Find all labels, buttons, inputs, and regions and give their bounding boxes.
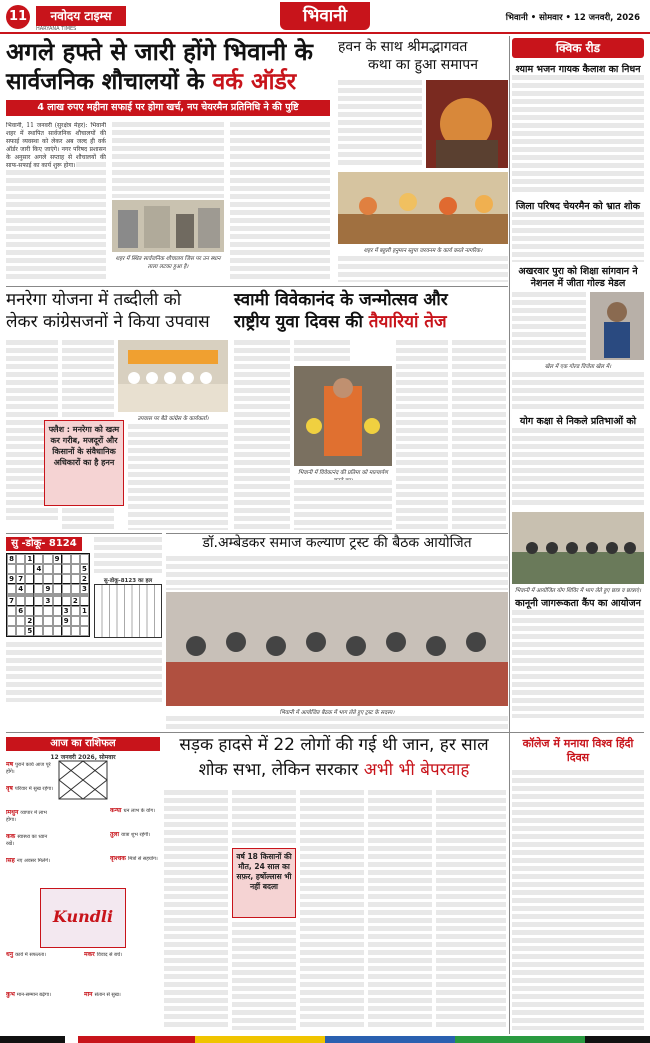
sudoku-cell: 7 — [7, 596, 16, 606]
sudoku-cell — [71, 616, 80, 626]
horoscope-sign-text: परिवार में सुख रहेगा। — [14, 786, 54, 792]
sudoku-cell: 2 — [71, 596, 80, 606]
mnrega-headline-1: मनरेगा योजना में तब्दीली को — [6, 290, 182, 310]
horoscope-sign-text: विवाद से बचें। — [96, 952, 123, 958]
sudoku-cell — [53, 616, 62, 626]
sudoku-cell: 1 — [25, 554, 34, 564]
sudoku-cell — [25, 596, 34, 606]
sudoku-cell — [34, 596, 43, 606]
ambedkar-photo-caption: भिवानी में आयोजित बैठक में भाग लेते हुए ट्रस्ट के सदस्य। — [279, 710, 395, 716]
sudoku-extra — [6, 642, 162, 702]
horoscope-sign-text: मान-सम्मान बढ़ेगा। — [16, 992, 51, 998]
kundli-ad-text: Kundli — [52, 907, 114, 926]
horoscope-sign-name: वृष — [6, 786, 15, 792]
horoscope-sign-text: संतान से सुख। — [94, 992, 121, 998]
sudoku-answer-title: सु-डोकू-8123 का हल — [103, 578, 153, 584]
sudoku-cell — [71, 606, 80, 616]
sudoku-cell: 9 — [7, 574, 16, 584]
sudoku-cell — [53, 606, 62, 616]
mnrega-body-col-4 — [128, 424, 228, 530]
sudoku-cell — [62, 584, 71, 594]
sudoku-cell — [43, 574, 52, 584]
accident-body-col-6 — [436, 790, 506, 1030]
horoscope-sign-name: सिंह — [6, 858, 17, 864]
sudoku-title: सु -डोकू- 8124 — [6, 537, 82, 551]
sudoku-cell: 2 — [80, 574, 89, 584]
sudoku-cell — [25, 564, 34, 574]
havan-photo-2 — [338, 172, 508, 244]
horoscope-sign — [6, 810, 56, 832]
quick-read-header: क्विक रीड — [512, 38, 644, 58]
horoscope-sign — [6, 992, 80, 1014]
accident-body-col-4 — [300, 790, 364, 1030]
sudoku-cell — [34, 626, 43, 636]
sudoku-cell: 7 — [16, 574, 25, 584]
lead-photo-caption: शहर में स्थित सार्वजनिक शौचालय जिस पर उन स्थान ताला लटका हुआ है। — [115, 256, 221, 270]
rule-3 — [6, 533, 162, 534]
vivekanand-body-col-1 — [234, 340, 290, 530]
sudoku-cell: 5 — [80, 564, 89, 574]
rule-4 — [6, 732, 644, 733]
sudoku-cell — [16, 616, 25, 626]
sudoku-cell — [71, 564, 80, 574]
sudoku-cell — [62, 626, 71, 636]
horoscope-sign — [6, 834, 56, 856]
sudoku-cell — [62, 564, 71, 574]
sudoku-cell — [43, 626, 52, 636]
sidebar-rule-2 — [509, 734, 510, 1034]
sidebar-item-2-title: जिला परिषद चेयरमैन को भ्रात शोक — [515, 201, 641, 212]
horoscope-sign — [84, 952, 158, 974]
horoscope-sign — [84, 992, 158, 1014]
havan-body-col-2 — [338, 256, 508, 282]
mnrega-headline-2: लेकर कांग्रेसजनों ने किया उपवास — [6, 312, 210, 332]
sidebar-item-4-title: योग कक्षा से निकले प्रतिभाओं को — [519, 416, 637, 427]
accident-body-col-3 — [232, 922, 296, 1030]
vivekanand-headline-1: स्वामी विवेकानंद के जन्मोत्सव और — [234, 290, 448, 310]
accident-body-col-5 — [368, 790, 432, 1030]
sidebar-item-1-title: श्याम भजन गायक कैलाश का निधन — [515, 64, 641, 75]
sidebar-item-6-body — [512, 770, 644, 1030]
sudoku-cell: 5 — [25, 626, 34, 636]
lead-headline-2: सार्वजनिक शौचालयों के वर्क ऑर्डर — [6, 69, 297, 95]
sidebar-rule — [509, 36, 510, 806]
horoscope-sign-name: कुंभ — [6, 992, 17, 998]
horoscope-sign-text: व्यापार में लाभ होगा। — [6, 810, 47, 823]
sudoku-answer-grid — [94, 584, 162, 638]
sudoku-cell — [7, 584, 16, 594]
havan-headline-1: हवन के साथ श्रीमद्भागवत — [338, 39, 468, 55]
sudoku-cell: 1 — [80, 606, 89, 616]
sudoku-cell: 6 — [16, 606, 25, 616]
sudoku-cell — [7, 616, 16, 626]
sidebar-item-4-caption: भिवानी में आयोजित योग शिविर में भाग लेते हुए छात्र व छात्राएं। — [515, 588, 641, 594]
horoscope-sign-text: स्वास्थ्य का ध्यान रखें। — [6, 834, 48, 847]
sudoku-cell — [53, 564, 62, 574]
vivekanand-body-col-4 — [396, 340, 448, 530]
dateline: भिवानी • सोमवार • 12 जनवरी, 2026 — [505, 13, 640, 23]
havan-body-col-1 — [338, 80, 422, 168]
horoscope-sign-name: मीन — [84, 992, 95, 998]
sudoku-cell — [53, 626, 62, 636]
ambedkar-headline: डॉ.अम्बेडकर समाज कल्याण ट्रस्ट की बैठक आयोजित — [202, 535, 472, 551]
horoscope-title: आज का राशिफल — [6, 737, 160, 751]
accident-pull-quote: वर्ष 18 किसानों की मौत, 24 साल का सफ़र, हर्षोल्लास भी नहीं बदला — [232, 848, 296, 918]
sudoku-cell — [7, 564, 16, 574]
kundli-chart — [58, 760, 108, 800]
accident-headline-1: सड़क हादसे में 22 लोगों की गई थी जान, हर साल — [179, 735, 489, 755]
sudoku-cell: 4 — [16, 584, 25, 594]
sidebar-item-3-caption: खेल में एक गोल्ड विजेता खेल में। — [544, 364, 612, 370]
sudoku-cell: 2 — [25, 616, 34, 626]
sudoku-cell — [62, 554, 71, 564]
horoscope-sign — [6, 952, 80, 974]
vivekanand-body-col-3 — [294, 480, 392, 530]
sudoku-cell: 3 — [80, 584, 89, 594]
horoscope-sign-text: धन लाभ के योग। — [123, 808, 156, 814]
sudoku-cell — [43, 564, 52, 574]
horoscope-sign-name: मेष — [6, 762, 16, 768]
sidebar-item-3-body — [512, 292, 586, 360]
sudoku-cell — [16, 554, 25, 564]
brand-subtitle: HARYANA TIMES — [36, 26, 77, 32]
vivekanand-headline-2: राष्ट्रीय युवा दिवस की तैयारियां तेज — [234, 312, 447, 332]
sudoku-cell — [53, 584, 62, 594]
sudoku-cell — [43, 606, 52, 616]
rule-2 — [166, 533, 508, 534]
sudoku-cell: 8 — [7, 554, 16, 564]
sudoku-cell — [71, 554, 80, 564]
lead-body-col-1: भिवानी, 11 जनवरी (सुरक्षेत्र मेहर): भिवानी शहर में स्थापित सार्वजनिक शौचालयों की सफाई व्यवस्था को लेकर अब जल्द ही वर्क ऑर्डर जारी किए जाएंगे। नगर परिषद प्रशासन के अनुसार अगले सप्ताह से शौचालयों की साफ-सफाई का कार्य शुरू होगा। — [6, 122, 106, 282]
mnrega-pull-quote: फ्लैश : मनरेगा को खत्म कर गरीब, मजदूरों और किसानों के संवैधानिक अधिकारों का है हनन — [44, 420, 124, 506]
horoscope-sign — [6, 786, 56, 808]
havan-photo — [426, 80, 508, 168]
sudoku-grid — [6, 553, 90, 637]
ambedkar-photo — [166, 592, 508, 706]
sudoku-cell — [34, 606, 43, 616]
horoscope-sign-text: यात्रा शुभ रहेगी। — [121, 832, 151, 838]
sidebar-item-5-body — [512, 610, 644, 718]
horoscope-sign — [110, 832, 160, 854]
accident-headline-2: शोक सभा, लेकिन सरकार अभी भी बेपरवाह — [198, 760, 470, 780]
sudoku-cell — [34, 574, 43, 584]
horoscope-sign-name: कन्या — [110, 808, 124, 814]
horoscope-sign-text: मित्रों से सहयोग। — [127, 856, 158, 862]
horoscope-sign-name: मिथुन — [6, 810, 21, 816]
horoscope-sign — [6, 762, 56, 784]
sudoku-cell — [62, 596, 71, 606]
sidebar-item-1-body — [512, 75, 644, 195]
sudoku-cell — [34, 616, 43, 626]
horoscope-sign — [110, 808, 160, 830]
sudoku-cell — [43, 616, 52, 626]
kundli-ad — [40, 888, 126, 948]
horoscope-sign-text: कार्य में सफलता। — [15, 952, 46, 958]
horoscope-sign-name: तुला — [110, 832, 122, 838]
sudoku-cell — [71, 584, 80, 594]
sudoku-cell — [16, 596, 25, 606]
sudoku-cell — [80, 616, 89, 626]
sudoku-cell — [16, 564, 25, 574]
sudoku-cell — [80, 554, 89, 564]
sidebar-item-4-photo — [512, 512, 644, 584]
sudoku-cell: 9 — [43, 584, 52, 594]
horoscope-sign-name: मकर — [84, 952, 97, 958]
horoscope-sign-text: पुराने कार्य आज पूरे होंगे। — [6, 762, 51, 775]
sudoku-cell — [71, 626, 80, 636]
sudoku-cell: 3 — [43, 596, 52, 606]
horoscope-date: 12 जनवरी 2026, सोमवार — [50, 754, 116, 761]
sudoku-cell — [25, 584, 34, 594]
rule-1 — [6, 286, 508, 287]
sidebar-item-2-body — [512, 212, 644, 262]
lead-headline-1: अगले हफ्ते से जारी होंगे भिवानी के — [6, 38, 313, 66]
lead-photo — [112, 200, 224, 252]
lead-strap: 4 लाख रुपए महीना सफाई पर होगा खर्च, नप चेयरमैन प्रतिनिधि ने की पुष्टि — [6, 100, 330, 116]
sudoku-cell — [43, 554, 52, 564]
sidebar-item-3-title: अखरवार पुरा को शिक्षा सांगवान ने नेशनल में जीता गोल्ड मेडल — [518, 266, 638, 289]
sidebar-item-5-title: कानूनी जागरूकता कैंप का आयोजन — [515, 598, 641, 609]
sudoku-cell — [80, 626, 89, 636]
vivekanand-body-col-5 — [452, 340, 506, 530]
sudoku-cell — [25, 606, 34, 616]
horoscope-sign — [110, 856, 160, 878]
sudoku-cell — [34, 554, 43, 564]
vivekanand-photo-caption: भिवानी में विवेकानंद की प्रतिमा को माल्यार्पण — [298, 470, 388, 476]
sidebar-item-4-body — [512, 428, 644, 508]
sudoku-cell — [25, 574, 34, 584]
page-number: 11 — [6, 5, 30, 29]
horoscope-sign-name: वृश्चिक — [110, 856, 128, 862]
sudoku-instructions — [94, 537, 162, 573]
sudoku-cell: 9 — [53, 554, 62, 564]
havan-photo-caption: शहर में बहुली हनुमान स्तुपा जरवनम के कार्य करते नागरिक। — [363, 248, 483, 254]
sudoku-cell — [80, 596, 89, 606]
masthead — [0, 0, 650, 34]
accident-body-col-1 — [164, 790, 228, 1030]
color-registration-strip — [0, 1036, 650, 1043]
sudoku-cell — [62, 574, 71, 584]
brand-logo: नवोदय टाइम्स — [36, 6, 126, 26]
vivekanand-body-col-2 — [294, 340, 350, 364]
havan-headline-2: कथा का हुआ समापन — [368, 57, 478, 73]
mnrega-photo-caption: उपवास पर बैठे कांग्रेस के कार्यकर्ता। — [137, 416, 209, 422]
horoscope-sign-name: कर्क — [6, 834, 18, 840]
sudoku-cell: 4 — [34, 564, 43, 574]
sidebar-item-3-body-2 — [512, 372, 644, 412]
vivekanand-photo — [294, 366, 392, 466]
sudoku-cell — [71, 574, 80, 584]
mnrega-photo — [118, 340, 228, 412]
ambedkar-body — [166, 556, 508, 590]
sudoku-cell — [53, 574, 62, 584]
sudoku-cell — [16, 626, 25, 636]
sudoku-cell — [34, 584, 43, 594]
ambedkar-body-2 — [166, 716, 508, 730]
sudoku-cell — [53, 596, 62, 606]
accident-body-col-2 — [232, 790, 296, 846]
sudoku-cell — [7, 606, 16, 616]
lead-body-col-3 — [230, 122, 330, 282]
lead-body-col-2 — [112, 122, 224, 198]
horoscope-sign-name: धनु — [6, 952, 16, 958]
sudoku-cell: 9 — [62, 616, 71, 626]
sidebar-item-6-title: कॉलेज में मनाया विश्व हिंदी दिवस — [522, 737, 634, 764]
sudoku-cell — [7, 626, 16, 636]
sudoku-cell: 3 — [62, 606, 71, 616]
horoscope-sign-text: नए अवसर मिलेंगे। — [16, 858, 51, 864]
horoscope-sign — [6, 858, 56, 880]
section-title: भिवानी — [280, 2, 370, 30]
sidebar-item-3-photo — [590, 292, 644, 360]
